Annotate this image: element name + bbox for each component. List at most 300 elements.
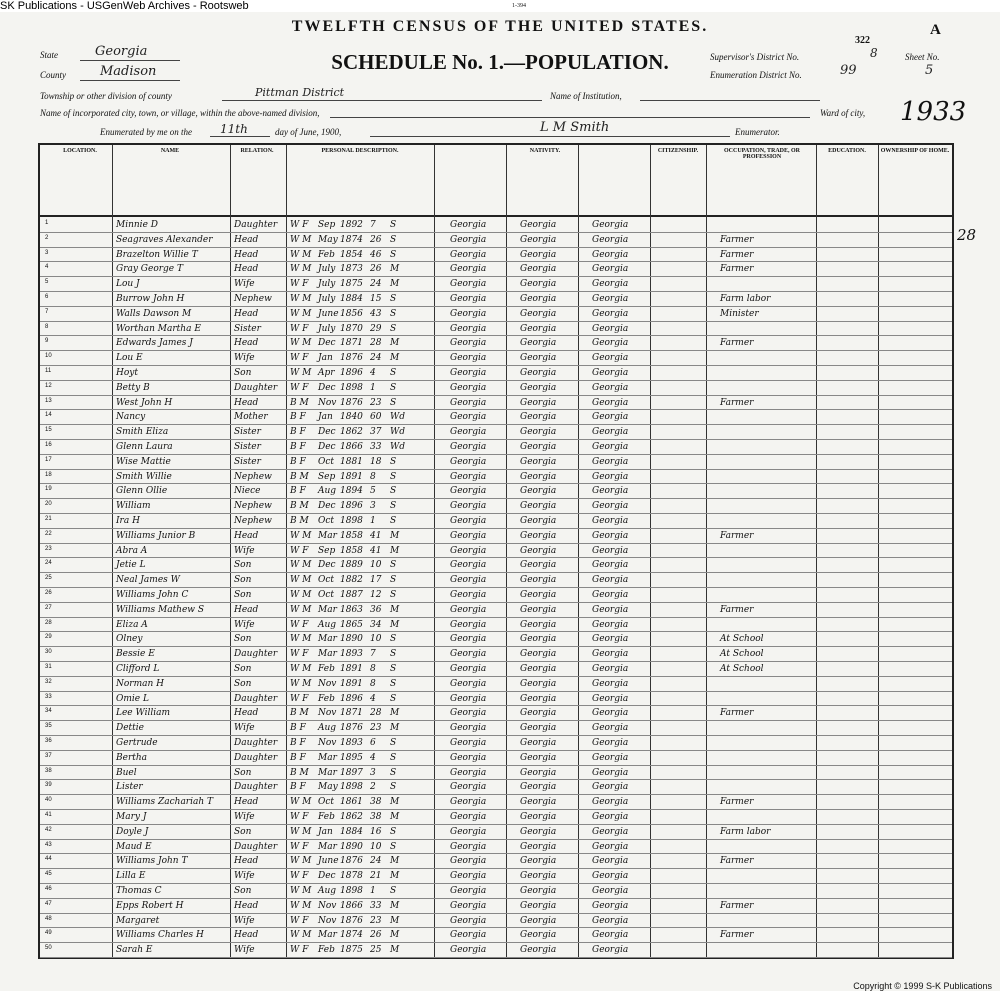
cell-cond: S — [390, 516, 397, 526]
cell-m: Georgia — [592, 397, 629, 408]
cell-f: Georgia — [520, 353, 557, 364]
cell-cond: S — [390, 752, 397, 763]
table-row — [40, 350, 952, 366]
cell-p: Georgia — [450, 264, 487, 275]
institution-line — [640, 100, 820, 101]
table-row — [40, 439, 952, 455]
cell-age: 3 — [370, 767, 376, 778]
table-row — [40, 276, 952, 292]
cell-rel: Head — [234, 338, 259, 349]
table-row — [40, 735, 952, 751]
cell-month: Aug — [318, 619, 337, 630]
cell-p: Georgia — [450, 693, 487, 704]
cell-rel: Daughter — [234, 782, 278, 793]
row-number: 50 — [45, 945, 52, 952]
cell-m: Georgia — [592, 442, 629, 452]
cell-year: 1892 — [340, 220, 363, 230]
cell-name: Sarah E — [116, 945, 153, 956]
cell-name: Brazelton Willie T — [116, 249, 198, 260]
cell-rel: Daughter — [234, 841, 278, 852]
cell-cr: W M — [290, 678, 312, 689]
cell-year: 1889 — [340, 560, 363, 571]
cell-rel: Son — [234, 590, 252, 600]
cell-cond: M — [390, 545, 400, 556]
table-row — [40, 824, 952, 840]
cell-month: Dec — [318, 338, 336, 349]
cell-occ: Farmer — [720, 900, 754, 911]
cell-rel: Nephew — [234, 516, 272, 526]
cell-cr: W M — [290, 590, 312, 600]
cell-age: 36 — [370, 604, 382, 615]
cell-cond: M — [390, 604, 400, 615]
cell-cond: M — [390, 871, 400, 882]
cell-age: 41 — [370, 545, 382, 556]
cell-m: Georgia — [592, 767, 629, 778]
row-number: 17 — [45, 456, 52, 463]
row-number: 18 — [45, 471, 52, 478]
cell-cr: W M — [290, 575, 312, 586]
cell-occ: Farm labor — [720, 294, 771, 304]
cell-f: Georgia — [520, 604, 557, 615]
cell-age: 1 — [370, 382, 376, 393]
cell-name: Abra A — [116, 545, 148, 556]
cell-year: 1898 — [340, 382, 363, 393]
cell-occ: Farmer — [720, 397, 754, 408]
group-nativity: NATIVITY. — [529, 148, 561, 154]
cell-rel: Head — [234, 264, 259, 275]
cell-rel: Head — [234, 856, 259, 867]
row-number: 49 — [45, 930, 52, 937]
cell-month: Sep — [318, 545, 336, 556]
side-number: 28 — [957, 226, 977, 244]
cell-year: 1896 — [340, 368, 363, 378]
cell-cr: W F — [290, 619, 309, 630]
cell-cr: B M — [290, 767, 309, 778]
cell-rel: Head — [234, 308, 259, 319]
table-row — [40, 454, 952, 470]
table-row — [40, 779, 952, 795]
cell-cr: W M — [290, 249, 312, 260]
cell-m: Georgia — [592, 812, 629, 822]
cell-month: July — [318, 264, 336, 275]
row-number: 31 — [45, 664, 52, 670]
row-number: 27 — [45, 604, 52, 611]
cell-age: 37 — [370, 427, 382, 438]
cell-year: 1873 — [340, 264, 363, 275]
cell-month: Nov — [318, 738, 337, 748]
cell-p: Georgia — [450, 797, 487, 808]
cell-year: 1893 — [340, 738, 363, 748]
row-number: 23 — [45, 545, 52, 552]
cell-rel: Son — [234, 767, 252, 778]
row-number: 35 — [45, 723, 52, 730]
row-number: 6 — [45, 294, 49, 300]
cell-month: Dec — [318, 501, 336, 512]
cell-year: 1871 — [340, 338, 363, 349]
cell-age: 33 — [370, 900, 382, 911]
state-value: Georgia — [95, 44, 148, 59]
cell-age: 2 — [370, 782, 376, 793]
cell-rel: Son — [234, 886, 252, 896]
cell-year: 1881 — [340, 456, 363, 467]
cell-cond: M — [390, 930, 400, 941]
cell-month: June — [318, 856, 339, 867]
state-line — [80, 60, 180, 61]
cell-month: Oct — [318, 575, 335, 586]
cell-year: 1894 — [340, 486, 363, 497]
cell-cr: W F — [290, 220, 309, 230]
cell-age: 46 — [370, 249, 382, 260]
table-row — [40, 587, 952, 603]
cell-cr: B M — [290, 501, 309, 512]
cell-cond: S — [390, 382, 397, 393]
cell-cr: W F — [290, 693, 309, 704]
cell-cond: S — [390, 782, 397, 793]
cell-name: Lilla E — [116, 871, 146, 882]
cell-cr: B F — [290, 412, 306, 423]
cell-f: Georgia — [520, 693, 557, 704]
table-row — [40, 868, 952, 884]
cell-m: Georgia — [592, 678, 629, 689]
cell-name: Lou E — [116, 353, 143, 364]
cell-cr: W M — [290, 886, 312, 896]
cell-p: Georgia — [450, 856, 487, 867]
cell-rel: Nephew — [234, 471, 272, 482]
cell-rel: Sister — [234, 323, 261, 334]
cell-name: Smith Eliza — [116, 427, 169, 438]
cell-cr: W M — [290, 234, 312, 245]
row-number: 12 — [45, 382, 52, 389]
cell-f: Georgia — [520, 915, 557, 926]
cell-name: Jetie L — [116, 560, 146, 571]
cell-rel: Daughter — [234, 693, 278, 704]
ward-value: 1933 — [900, 97, 967, 127]
cell-age: 28 — [370, 338, 382, 349]
cell-m: Georgia — [592, 308, 629, 319]
incorporated-label: Name of incorporated city, town, or village, within the above-named division, — [40, 108, 320, 118]
cell-cr: W M — [290, 634, 312, 645]
cell-p: Georgia — [450, 560, 487, 571]
cell-cond: S — [390, 841, 397, 852]
table-row — [40, 913, 952, 929]
cell-name: Lou J — [116, 279, 140, 290]
cell-name: Williams John T — [116, 856, 188, 867]
cell-rel: Head — [234, 397, 259, 408]
cell-p: Georgia — [450, 826, 487, 837]
cell-rel: Daughter — [234, 220, 278, 230]
cell-rel: Head — [234, 797, 259, 808]
cell-cr: W M — [290, 930, 312, 941]
table-row — [40, 321, 952, 337]
census-title: TWELFTH CENSUS OF THE UNITED STATES. — [291, 18, 709, 35]
cell-age: 10 — [370, 560, 382, 571]
cell-f: Georgia — [520, 649, 557, 660]
cell-p: Georgia — [450, 471, 487, 482]
cell-month: Mar — [318, 767, 337, 778]
cell-occ: At School — [720, 649, 764, 660]
cell-year: 1874 — [340, 234, 363, 245]
cell-age: 33 — [370, 442, 382, 452]
cell-cond: S — [390, 826, 397, 837]
cell-cr: W F — [290, 812, 309, 822]
cell-age: 17 — [370, 575, 382, 586]
cell-year: 1862 — [340, 812, 363, 822]
supervisor-label: Supervisor's District No. — [710, 52, 800, 62]
cell-age: 16 — [370, 826, 382, 837]
cell-f: Georgia — [520, 545, 557, 556]
cell-name: West John H — [116, 397, 173, 408]
cell-cond: M — [390, 945, 400, 956]
cell-month: May — [318, 782, 338, 793]
cell-f: Georgia — [520, 323, 557, 334]
cell-occ: Farmer — [720, 708, 754, 719]
cell-p: Georgia — [450, 915, 487, 926]
state-label: State — [40, 50, 58, 60]
cell-year: 1895 — [340, 752, 363, 763]
cell-age: 15 — [370, 294, 382, 304]
cell-p: Georgia — [450, 634, 487, 645]
cell-name: Smith Willie — [116, 471, 172, 482]
cell-month: Mar — [318, 604, 337, 615]
table-row — [40, 543, 952, 559]
cell-occ: Minister — [720, 308, 759, 319]
cell-occ: Farmer — [720, 797, 754, 808]
sheet-label: Sheet No. — [905, 52, 940, 62]
cell-m: Georgia — [592, 841, 629, 852]
day-value: 11th — [220, 122, 248, 136]
cell-cond: S — [390, 634, 397, 645]
cell-cr: W M — [290, 368, 312, 378]
group-location: LOCATION. — [63, 148, 97, 154]
cell-f: Georgia — [520, 575, 557, 586]
cell-rel: Niece — [234, 486, 261, 497]
row-number: 42 — [45, 826, 52, 833]
cell-name: Williams John C — [116, 590, 189, 600]
cell-age: 25 — [370, 945, 382, 956]
cell-m: Georgia — [592, 486, 629, 497]
table-row — [40, 794, 952, 810]
cell-p: Georgia — [450, 886, 487, 896]
cell-cond: M — [390, 530, 400, 541]
township-label: Township or other division of county — [40, 91, 172, 101]
cell-m: Georgia — [592, 708, 629, 719]
cell-m: Georgia — [592, 427, 629, 438]
cell-f: Georgia — [520, 767, 557, 778]
row-number: 2 — [45, 234, 49, 241]
table-row — [40, 261, 952, 277]
cell-year: 1863 — [340, 604, 363, 615]
table-row — [40, 602, 952, 618]
row-number: 16 — [45, 442, 52, 448]
cell-cr: B F — [290, 738, 306, 748]
cell-m: Georgia — [592, 501, 629, 512]
cell-age: 4 — [370, 752, 376, 763]
cell-age: 28 — [370, 708, 382, 719]
cell-name: Lister — [116, 782, 143, 793]
cell-rel: Son — [234, 560, 252, 571]
cell-f: Georgia — [520, 886, 557, 896]
cell-name: Edwards James J — [116, 338, 193, 349]
cell-rel: Wife — [234, 812, 255, 822]
cell-m: Georgia — [592, 915, 629, 926]
cell-cr: W M — [290, 264, 312, 275]
county-label: County — [40, 70, 66, 80]
cell-cr: W M — [290, 604, 312, 615]
cell-name: Burrow John H — [116, 294, 185, 304]
cell-p: Georgia — [450, 368, 487, 378]
cell-f: Georgia — [520, 797, 557, 808]
cell-cond: S — [390, 649, 397, 660]
cell-occ: At School — [720, 664, 764, 674]
cell-p: Georgia — [450, 871, 487, 882]
cell-m: Georgia — [592, 738, 629, 748]
cell-name: Eliza A — [116, 619, 148, 630]
cell-p: Georgia — [450, 752, 487, 763]
cell-year: 1870 — [340, 323, 363, 334]
cell-p: Georgia — [450, 945, 487, 956]
cell-rel: Wife — [234, 945, 255, 956]
cell-rel: Sister — [234, 427, 261, 438]
row-number: 5 — [45, 279, 49, 286]
cell-cond: S — [390, 590, 397, 600]
cell-month: Mar — [318, 530, 337, 541]
row-number: 28 — [45, 619, 52, 626]
cell-age: 4 — [370, 368, 376, 378]
table-row — [40, 217, 952, 233]
cell-year: 1893 — [340, 649, 363, 660]
cell-p: Georgia — [450, 308, 487, 319]
cell-m: Georgia — [592, 368, 629, 378]
cell-occ: Farmer — [720, 264, 754, 275]
cell-cond: Wd — [390, 412, 406, 423]
table-row — [40, 942, 952, 958]
cell-m: Georgia — [592, 797, 629, 808]
cell-p: Georgia — [450, 279, 487, 290]
cell-rel: Daughter — [234, 649, 278, 660]
cell-f: Georgia — [520, 294, 557, 304]
group-relation: RELATION. — [240, 148, 274, 154]
cell-rel: Son — [234, 826, 252, 837]
cell-f: Georgia — [520, 249, 557, 260]
cell-cond: S — [390, 397, 397, 408]
cell-age: 7 — [370, 220, 376, 230]
cell-m: Georgia — [592, 456, 629, 467]
cell-cond: M — [390, 797, 400, 808]
cell-rel: Wife — [234, 545, 255, 556]
cell-f: Georgia — [520, 501, 557, 512]
table-row — [40, 750, 952, 766]
cell-cr: B F — [290, 442, 306, 452]
cell-month: Dec — [318, 427, 336, 438]
cell-f: Georgia — [520, 708, 557, 719]
cell-name: Omie L — [116, 693, 149, 704]
cell-f: Georgia — [520, 530, 557, 541]
cell-rel: Wife — [234, 619, 255, 630]
table-row — [40, 883, 952, 899]
cell-p: Georgia — [450, 812, 487, 822]
cell-f: Georgia — [520, 397, 557, 408]
cell-cond: M — [390, 812, 400, 822]
cell-name: Bessie E — [116, 649, 155, 660]
group-personal: PERSONAL DESCRIPTION. — [321, 148, 399, 154]
census-table — [38, 143, 954, 959]
row-number: 43 — [45, 841, 52, 848]
cell-year: 1866 — [340, 442, 363, 452]
cell-month: Mar — [318, 930, 337, 941]
row-number: 46 — [45, 886, 52, 892]
cell-cond: Wd — [390, 442, 406, 452]
cell-year: 1876 — [340, 915, 363, 926]
row-number: 38 — [45, 767, 52, 774]
cell-month: Feb — [318, 945, 335, 956]
row-number: 9 — [45, 338, 49, 345]
cell-m: Georgia — [592, 752, 629, 763]
row-number: 1 — [45, 220, 49, 226]
cell-p: Georgia — [450, 486, 487, 497]
cell-cr: W F — [290, 353, 309, 364]
cell-rel: Wife — [234, 915, 255, 926]
cell-cond: M — [390, 723, 400, 734]
cell-name: Buel — [116, 767, 137, 778]
enumerator-label: Enumerator. — [735, 127, 780, 137]
cell-m: Georgia — [592, 693, 629, 704]
cell-rel: Head — [234, 530, 259, 541]
cell-cr: W F — [290, 915, 309, 926]
cell-age: 41 — [370, 530, 382, 541]
cell-month: July — [318, 279, 336, 290]
cell-cr: B M — [290, 397, 309, 408]
cell-f: Georgia — [520, 368, 557, 378]
row-number: 34 — [45, 708, 52, 715]
row-number: 8 — [45, 323, 49, 330]
page-number: 322 — [855, 35, 870, 46]
cell-f: Georgia — [520, 930, 557, 941]
cell-year: 1896 — [340, 693, 363, 704]
cell-year: 1876 — [340, 353, 363, 364]
cell-cond: M — [390, 353, 400, 364]
cell-year: 1875 — [340, 279, 363, 290]
cell-m: Georgia — [592, 945, 629, 956]
cell-month: July — [318, 294, 336, 304]
cell-month: Apr — [318, 368, 335, 378]
table-row — [40, 676, 952, 692]
cell-name: Margaret — [116, 915, 160, 926]
row-number: 36 — [45, 738, 52, 744]
cell-month: Aug — [318, 723, 337, 734]
cell-cr: W F — [290, 945, 309, 956]
cell-year: 1887 — [340, 590, 363, 600]
cell-p: Georgia — [450, 619, 487, 630]
table-row — [40, 513, 952, 529]
cell-m: Georgia — [592, 664, 629, 674]
cell-f: Georgia — [520, 782, 557, 793]
row-number: 29 — [45, 634, 52, 641]
cell-p: Georgia — [450, 723, 487, 734]
row-number: 14 — [45, 412, 52, 419]
cell-age: 3 — [370, 501, 376, 512]
row-number: 15 — [45, 427, 52, 434]
cell-cr: W F — [290, 545, 309, 556]
cell-age: 1 — [370, 886, 376, 896]
cell-cr: W M — [290, 900, 312, 911]
cell-name: Maud E — [116, 841, 152, 852]
table-row — [40, 839, 952, 855]
row-number: 39 — [45, 782, 52, 789]
cell-year: 1866 — [340, 900, 363, 911]
table-row — [40, 247, 952, 263]
cell-year: 1875 — [340, 945, 363, 956]
cell-month: Feb — [318, 664, 335, 674]
